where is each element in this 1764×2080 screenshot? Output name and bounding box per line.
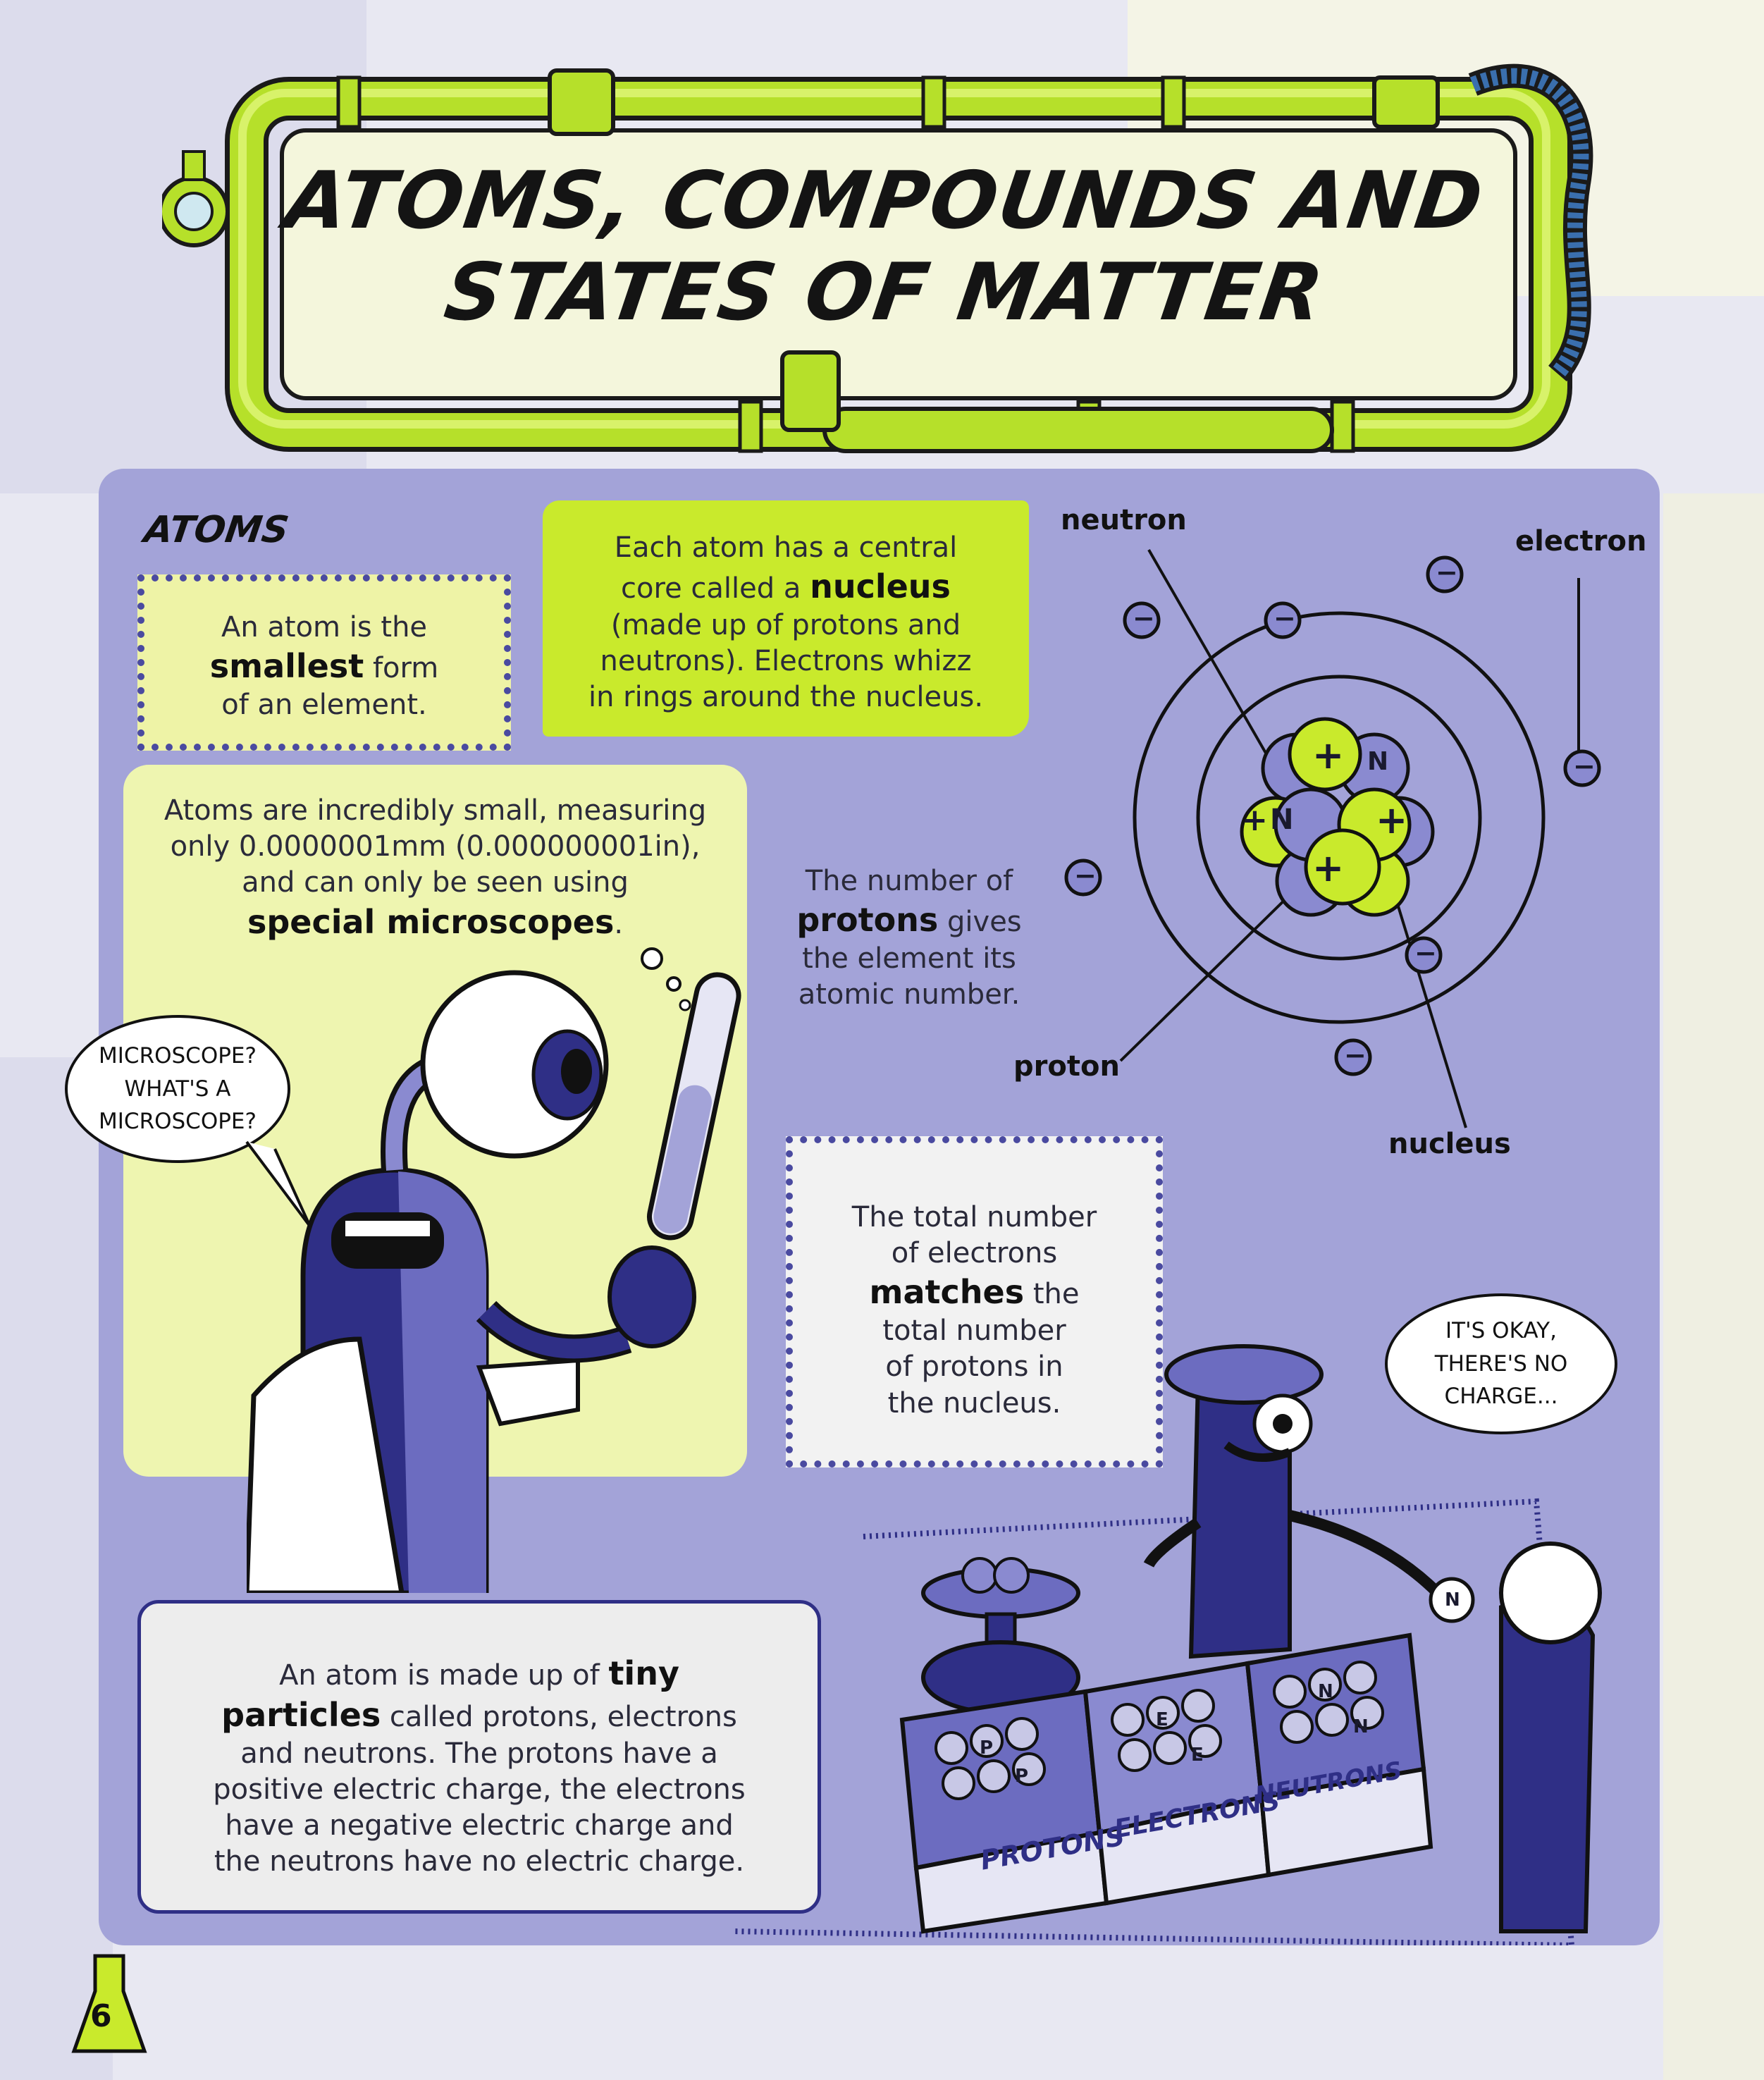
proton-plus-mark: + [1312,733,1345,777]
page-number: 6 [90,1998,112,2034]
nucleus-box [543,500,1029,737]
microscopes-line-3: and can only be seen using [242,866,629,899]
particles-pre-1: An atom is made up of [279,1659,600,1692]
charge-bubble-line-1: IT'S OKAY, [1445,1318,1557,1344]
page-title-line-1: ATOMS, COMPOUNDS AND [279,155,1490,247]
microscope-bubble-tail [233,1135,324,1233]
nucleus-label: nucleus [1388,1128,1511,1160]
match-line-1: The total number [851,1201,1097,1233]
microscope-bubble-line-1: MICROSCOPE? [99,1043,257,1069]
title-banner [162,42,1607,465]
microscopes-bold: special microscopes [247,902,615,941]
protons-bin-label: PROTONS [977,1820,1128,1876]
neutron-ball-letter: N [1318,1681,1333,1702]
smallest-bold: smallest [209,647,364,686]
nucleus-line-3: (made up of protons and [610,609,961,642]
match-line-5: of protons in [885,1350,1063,1384]
electrons-bin-label: ELECTRONS [1112,1786,1283,1845]
microscope-bubble-line-3: MICROSCOPE? [99,1109,257,1135]
particles-line-5: have a negative electric charge and [225,1809,734,1842]
match-line-4: total number [882,1315,1066,1348]
neutron-n-mark: N [1367,747,1389,776]
microscopes-line-2: only 0.0000001mm (0.000000001in), [170,830,701,863]
proton-label: proton [1013,1050,1120,1083]
proton-ball-letter: P [980,1737,994,1759]
nucleus-line-4: neutrons). Electrons whizz [600,645,972,678]
smallest-end: of an element. [221,689,427,722]
particles-bold-1: tiny [608,1654,679,1692]
electron-ball-letter: E [1191,1744,1204,1766]
electron-ball-letter: E [1156,1709,1168,1730]
neutrons-bin-label: NEUTRONS [1253,1756,1405,1810]
protons-line-1: The number of [805,865,1013,897]
protons-line-4: atomic number. [798,978,1020,1011]
neutron-ball-letter: N [1445,1589,1460,1611]
nucleus-pre-2: core called a [621,572,801,605]
smallest-pre: An atom is the [221,611,428,644]
nucleus-line-5: in rings around the nucleus. [588,681,984,714]
match-line-6: the nucleus. [887,1386,1061,1420]
charge-bubble-line-2: THERE'S NO [1434,1350,1568,1377]
match-line-2: of electrons [891,1237,1058,1270]
proton-plus-mark: + [1376,798,1408,842]
electron-minus-mark: − [1344,1040,1367,1071]
neutron-label: neutron [1061,504,1187,536]
protons-line-3: the element its [802,942,1016,976]
proton-plus-mark: + [1242,802,1268,838]
electron-minus-mark: − [1133,603,1155,634]
page-title-line-2: STATES OF MATTER [439,247,1330,338]
electron-minus-mark: − [1074,860,1097,891]
nucleus-line-1: Each atom has a central [614,531,958,564]
eye-scientist-illustration [247,944,796,1593]
particles-box [137,1600,821,1914]
protons-number-text [768,863,1050,1011]
particles-line-6: the neutrons have no electric charge. [214,1845,745,1878]
neutron-ball-letter: N [1353,1716,1369,1737]
charge-speech-bubble [1385,1293,1617,1434]
particles-line-4: positive electric charge, the electrons [213,1773,746,1806]
electron-minus-mark: − [1273,603,1296,634]
neutron-n-mark: N [1270,804,1294,836]
proton-plus-mark: + [1312,846,1345,890]
background-block [1663,493,1764,2080]
particles-post-2: called protons, electrons [389,1700,737,1733]
protons-post-2: gives [947,906,1022,939]
electron-minus-mark: − [1436,557,1458,588]
protons-bold: protons [796,901,939,940]
proton-ball-letter: P [1015,1766,1029,1787]
nucleus-bold: nucleus [810,567,951,606]
electron-minus-mark: − [1414,937,1437,968]
electron-label: electron [1515,525,1647,558]
electron-minus-mark: − [1573,751,1596,782]
microscope-bubble-line-2: WHAT'S A [124,1076,231,1102]
smallest-post: form [372,652,439,685]
background-block [0,1057,113,2080]
smallest-form-box [137,574,511,751]
particles-line-3: and neutrons. The protons have a [240,1737,718,1770]
match-post-3: the [1032,1278,1080,1311]
particles-bold-2: particles [221,1695,381,1734]
charge-bubble-line-3: CHARGE... [1444,1384,1558,1410]
microscopes-end: . [614,907,624,940]
microscopes-line-1: Atoms are incredibly small, measuring [164,794,707,827]
section-heading: ATOMS [141,509,292,551]
match-bold: matches [869,1273,1025,1312]
